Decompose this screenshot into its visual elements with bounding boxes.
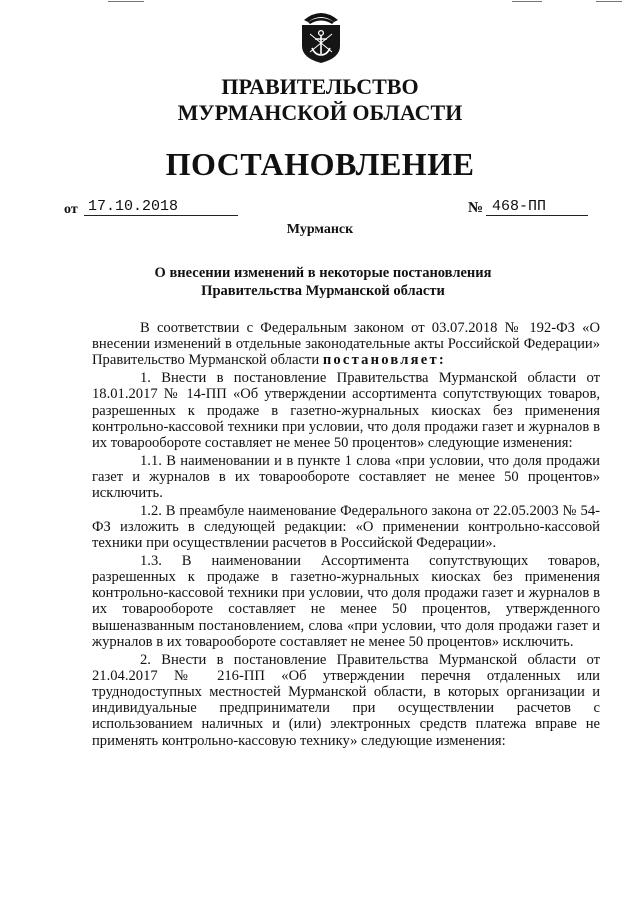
clause-1-1: 1.1. В наименовании и в пункте 1 слова «при условии, что доля продажи газет и журналов в их товарообороте составляет не менее 50 процентов» исключить. xyxy=(92,452,600,502)
city: Мурманск xyxy=(286,222,354,237)
document-type: ПОСТАНОВЛЕНИЕ xyxy=(165,146,475,182)
document-title xyxy=(100,264,546,300)
clause-2: 2. Внести в постановление Правительства Мурманской области от 21.04.2017 № 216-ПП «Об утверждении перечня отдаленных или труднодоступных местностей Мурманской области, в которых организации и индивидуальные предприниматели при осуществлении расчетов с использованием наличных и (или) электронных средств платежа вправе не применять контрольно-кассовую технику» следующие изменения: xyxy=(92,651,600,749)
intro-paragraph xyxy=(92,320,600,369)
number-prefix: № xyxy=(468,200,484,216)
title-line-1: О внесении изменений в некоторые постановления xyxy=(154,265,492,281)
clause-1-3: 1.3. В наименовании Ассортимента сопутствующих товаров, разрешенных к продаже в газетно-журнальных киосках без применения контрольно-кассовой техники при условии, что доля продажи газет и журналов в их товарообороте составляет не менее 50 процентов, утвержденного вышеназванным постановлением, слова «при условии, что доля продажи газет и журналов в их товарообороте составляет не менее 50 процентов» исключить. xyxy=(92,552,600,650)
document-number: 468-ПП xyxy=(486,198,588,216)
date-prefix: от xyxy=(64,202,78,217)
document-date: 17.10.2018 xyxy=(84,198,238,216)
organization-name xyxy=(0,74,640,126)
organization-line-2: МУРМАНСКОЙ ОБЛАСТИ xyxy=(177,100,463,125)
title-line-2: Правительства Мурманской области xyxy=(201,283,445,299)
clause-1-2: 1.2. В преамбуле наименование Федерального закона от 22.05.2003 № 54-ФЗ изложить в следующей редакции: «О применении контрольно-кассовой техники при осуществлении расчетов в Российской Федерации». xyxy=(92,502,600,552)
organization-line-1: ПРАВИТЕЛЬСТВО xyxy=(221,74,419,99)
coat-of-arms-icon xyxy=(298,8,344,64)
document-meta-row xyxy=(64,198,594,220)
intro-text: В соответствии с Федеральным законом от 03.07.2018 № 192-ФЗ «О внесении изменений в отдельные законодательные акты Российской Федерации» Правительство Мурманской области xyxy=(92,320,600,369)
scan-edge-marks xyxy=(0,0,640,6)
clause-1: 1. Внести в постановление Правительства Мурманской области от 18.01.2017 № 14-ПП «Об утверждении ассортимента сопутствующих товаров, разрешенных к продаже в газетно-журнальных киосках без применения контрольно-кассовой техники при условии, что доля продажи газет и журналов в их товарообороте составляет не менее 50 процентов» следующие изменения: xyxy=(92,370,600,451)
resolution-verb: постановляет: xyxy=(322,352,446,369)
document-body xyxy=(92,320,600,750)
